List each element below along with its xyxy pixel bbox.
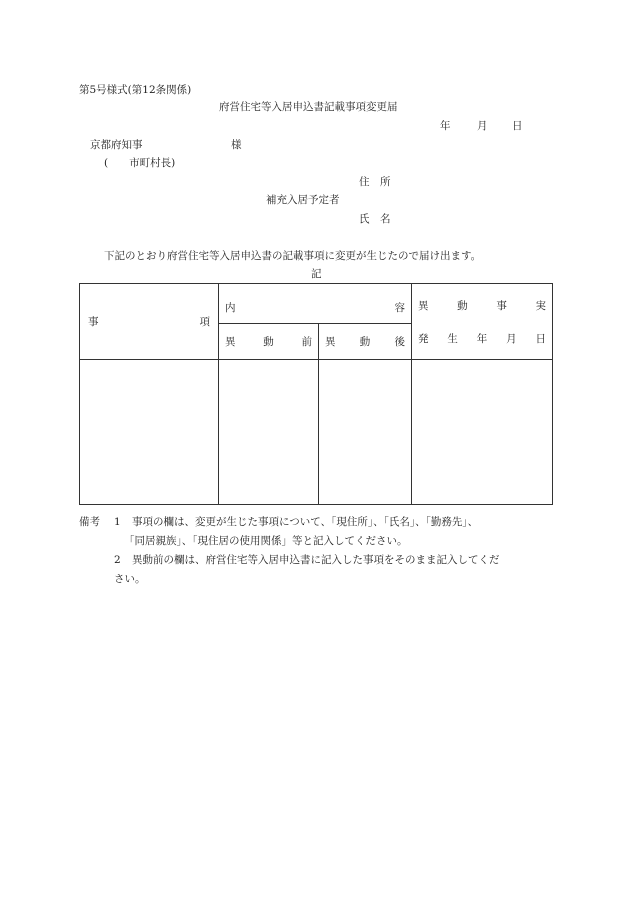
fact-char: 事 [496,299,507,312]
occurrence-char: 日 [535,332,546,345]
date-day: 日 [512,120,523,132]
note-text: 事項の欄は、変更が生じた事項について、「現住所」、「氏名」、「勤務先」、 [132,516,479,528]
before-entry-cell[interactable] [219,360,319,505]
name-label: 氏 名 [359,213,391,225]
date-year: 年 [440,120,451,132]
content-char: 容 [394,302,405,314]
occurrence-char: 生 [447,332,458,345]
address-label: 住 所 [359,176,391,188]
notes-section [79,513,500,589]
ki-heading: 記 [311,268,322,280]
after-char: 後 [394,336,405,348]
after-char: 異 [325,336,336,348]
before-char: 動 [263,336,274,348]
fact-char: 動 [457,299,468,312]
applicant-role: 補充入居予定者 [266,194,340,206]
after-char: 動 [359,336,371,348]
occurrence-char: 年 [476,332,488,345]
occurrence-char: 月 [506,332,517,345]
header-jikou [80,284,219,360]
jikou-char: 事 [88,316,99,328]
notes-label: 備考 [79,516,100,528]
note-number: 1 [114,516,121,528]
occurrence-char: 発 [418,332,429,345]
note-number: 2 [114,554,121,566]
form-title: 府営住宅等入居申込書記載事項変更届 [219,101,398,113]
addressee-name: 京都府知事 [90,139,143,151]
fact-char: 異 [418,299,429,312]
before-char: 前 [301,336,312,348]
change-table [79,283,553,505]
jikou-entry-cell[interactable] [80,360,219,505]
note-text: 異動前の欄は、府営住宅等入居申込書に記入した事項をそのまま記入してくだ [132,554,500,566]
addressee-alt: ( 市町村長) [104,157,176,169]
header-before [219,324,319,360]
fact-char: 実 [535,299,546,312]
note-text: さい。 [114,573,146,585]
fact-entry-cell[interactable] [412,360,553,505]
intro-text: 下記のとおり府営住宅等入居申込書の記載事項に変更が生じたので届け出ます。 [104,250,482,262]
form-number: 第5号様式(第12条関係) [79,84,192,96]
note-text: 「同居親族」、「現住居の使用関係」等と記入してください。 [124,535,408,547]
addressee-honorific: 様 [231,139,242,151]
before-char: 異 [225,336,236,348]
after-entry-cell[interactable] [319,360,412,505]
content-char: 内 [225,302,236,314]
date-month: 月 [477,120,488,132]
header-after [319,324,412,360]
jikou-char: 項 [199,316,210,328]
header-content [219,284,412,324]
header-fact [412,284,553,360]
